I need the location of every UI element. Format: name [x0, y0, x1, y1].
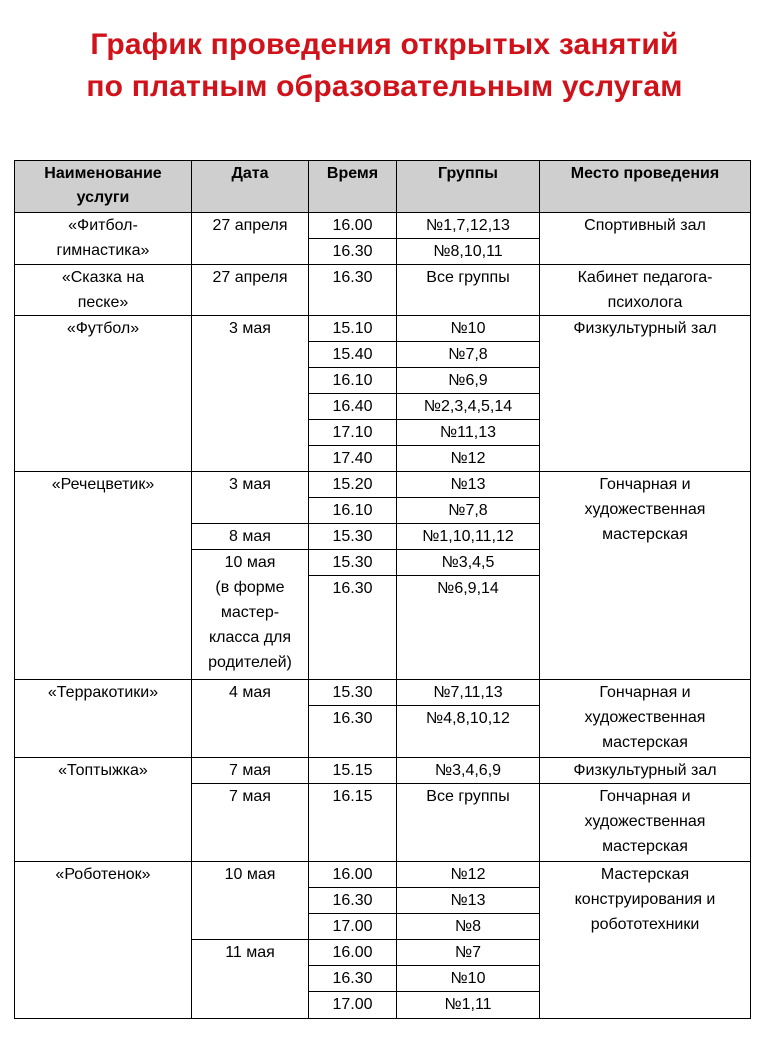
- place-line: мастерская: [602, 838, 688, 855]
- place-cell: [540, 472, 751, 680]
- time-cell: 16.10: [309, 368, 397, 394]
- place-line: Физкультурный зал: [573, 762, 717, 779]
- time-cell: 15.40: [309, 342, 397, 368]
- header-date: Дата: [192, 161, 309, 213]
- header-place: Место проведения: [540, 161, 751, 213]
- time-cell: 16.30: [309, 888, 397, 914]
- groups-cell: №7: [397, 940, 540, 966]
- groups-cell: №2,3,4,5,14: [397, 394, 540, 420]
- header-row: [15, 161, 751, 213]
- date-line: 27 апреля: [212, 217, 288, 234]
- table-row: [15, 680, 751, 706]
- title-line-2: по платным образовательным услугам: [86, 70, 683, 103]
- groups-cell: №13: [397, 472, 540, 498]
- place-cell: [540, 784, 751, 862]
- schedule-body: [15, 213, 751, 1019]
- time-cell: 17.10: [309, 420, 397, 446]
- groups-cell: №7,8: [397, 498, 540, 524]
- date-line: родителей): [208, 654, 292, 671]
- service-name-line: «Топтыжка»: [58, 762, 148, 779]
- title-line-1: График проведения открытых занятий: [90, 28, 679, 61]
- date-cell: [192, 524, 309, 550]
- date-cell: [192, 213, 309, 265]
- place-line: конструирования и: [574, 891, 716, 908]
- place-line: психолога: [607, 294, 683, 311]
- date-line: 3 мая: [229, 476, 271, 493]
- service-name-cell: [15, 213, 192, 265]
- place-line: Гончарная и: [599, 684, 691, 701]
- service-name-line: «Фитбол-: [68, 217, 138, 234]
- groups-cell: №12: [397, 862, 540, 888]
- groups-cell: №11,13: [397, 420, 540, 446]
- page-title: [0, 24, 769, 108]
- groups-cell: №7,11,13: [397, 680, 540, 706]
- service-name-cell: [15, 316, 192, 472]
- date-line: (в форме: [215, 579, 285, 596]
- groups-cell: №10: [397, 316, 540, 342]
- time-cell: 16.00: [309, 940, 397, 966]
- time-cell: 15.30: [309, 550, 397, 576]
- date-cell: [192, 784, 309, 862]
- date-line: мастер-: [220, 604, 280, 621]
- groups-cell: Все группы: [397, 784, 540, 862]
- time-cell: 16.30: [309, 706, 397, 758]
- time-cell: 16.40: [309, 394, 397, 420]
- time-cell: 15.15: [309, 758, 397, 784]
- date-line: класса для: [208, 629, 292, 646]
- place-cell: [540, 265, 751, 316]
- place-line: мастерская: [602, 526, 688, 543]
- date-cell: [192, 550, 309, 680]
- time-cell: 15.30: [309, 524, 397, 550]
- groups-cell: №1,7,12,13: [397, 213, 540, 239]
- service-name-line: песке»: [77, 294, 129, 311]
- groups-cell: №1,10,11,12: [397, 524, 540, 550]
- groups-cell: №6,9: [397, 368, 540, 394]
- place-line: робототехники: [590, 916, 700, 933]
- date-line: 10 мая: [224, 554, 276, 571]
- date-cell: [192, 265, 309, 316]
- groups-cell: №8,10,11: [397, 239, 540, 265]
- groups-cell: №8: [397, 914, 540, 940]
- place-line: Кабинет педагога-: [577, 269, 713, 286]
- date-cell: [192, 758, 309, 784]
- date-line: 27 апреля: [212, 269, 288, 286]
- date-cell: [192, 940, 309, 1019]
- groups-cell: №10: [397, 966, 540, 992]
- service-name-cell: [15, 758, 192, 862]
- place-cell: [540, 213, 751, 265]
- groups-cell: №1,11: [397, 992, 540, 1019]
- place-cell: [540, 758, 751, 784]
- time-cell: 17.40: [309, 446, 397, 472]
- service-name-line: «Речецветик»: [51, 476, 155, 493]
- time-cell: 17.00: [309, 914, 397, 940]
- table-row: [15, 862, 751, 888]
- date-cell: [192, 680, 309, 758]
- service-name-cell: [15, 862, 192, 1019]
- time-cell: 16.00: [309, 862, 397, 888]
- place-line: Спортивный зал: [584, 217, 706, 234]
- table-row: [15, 265, 751, 316]
- place-line: Гончарная и: [599, 788, 691, 805]
- service-name-cell: [15, 265, 192, 316]
- place-line: художественная: [584, 709, 706, 726]
- groups-cell: №12: [397, 446, 540, 472]
- place-line: художественная: [584, 501, 706, 518]
- groups-cell: №6,9,14: [397, 576, 540, 680]
- time-cell: 15.10: [309, 316, 397, 342]
- service-name-line: «Сказка на: [61, 269, 145, 286]
- service-name-line: «Футбол»: [66, 320, 140, 337]
- time-cell: 16.10: [309, 498, 397, 524]
- date-line: 4 мая: [229, 684, 271, 701]
- time-cell: 15.30: [309, 680, 397, 706]
- groups-cell: №3,4,6,9: [397, 758, 540, 784]
- date-cell: [192, 472, 309, 524]
- time-cell: 16.00: [309, 213, 397, 239]
- time-cell: 17.00: [309, 992, 397, 1019]
- groups-cell: Все группы: [397, 265, 540, 316]
- groups-cell: №4,8,10,12: [397, 706, 540, 758]
- service-name-cell: [15, 472, 192, 680]
- time-cell: 16.30: [309, 576, 397, 680]
- header-service-name: Наименование услуги: [15, 161, 192, 213]
- place-line: мастерская: [602, 734, 688, 751]
- date-line: 7 мая: [229, 762, 271, 779]
- place-line: художественная: [584, 813, 706, 830]
- place-cell: [540, 862, 751, 1019]
- header-time: Время: [309, 161, 397, 213]
- time-cell: 15.20: [309, 472, 397, 498]
- time-cell: 16.30: [309, 265, 397, 316]
- groups-cell: №3,4,5: [397, 550, 540, 576]
- place-cell: [540, 680, 751, 758]
- place-cell: [540, 316, 751, 472]
- date-line: 8 мая: [229, 528, 271, 545]
- service-name-cell: [15, 680, 192, 758]
- time-cell: 16.30: [309, 966, 397, 992]
- date-cell: [192, 316, 309, 472]
- date-line: 7 мая: [229, 788, 271, 805]
- place-line: Мастерская: [600, 866, 690, 883]
- service-name-line: «Терракотики»: [47, 684, 159, 701]
- table-row: [15, 213, 751, 239]
- date-line: 3 мая: [229, 320, 271, 337]
- place-line: Физкультурный зал: [573, 320, 717, 337]
- table-row: [15, 758, 751, 784]
- date-line: 10 мая: [224, 866, 276, 883]
- schedule-table: [14, 160, 751, 1019]
- place-line: Гончарная и: [599, 476, 691, 493]
- service-name-line: «Роботенок»: [55, 866, 151, 883]
- date-cell: [192, 862, 309, 940]
- service-name-line: гимнастика»: [56, 242, 150, 259]
- groups-cell: №7,8: [397, 342, 540, 368]
- date-line: 11 мая: [225, 944, 275, 961]
- groups-cell: №13: [397, 888, 540, 914]
- header-groups: Группы: [397, 161, 540, 213]
- table-row: [15, 316, 751, 342]
- table-row: [15, 472, 751, 498]
- time-cell: 16.15: [309, 784, 397, 862]
- time-cell: 16.30: [309, 239, 397, 265]
